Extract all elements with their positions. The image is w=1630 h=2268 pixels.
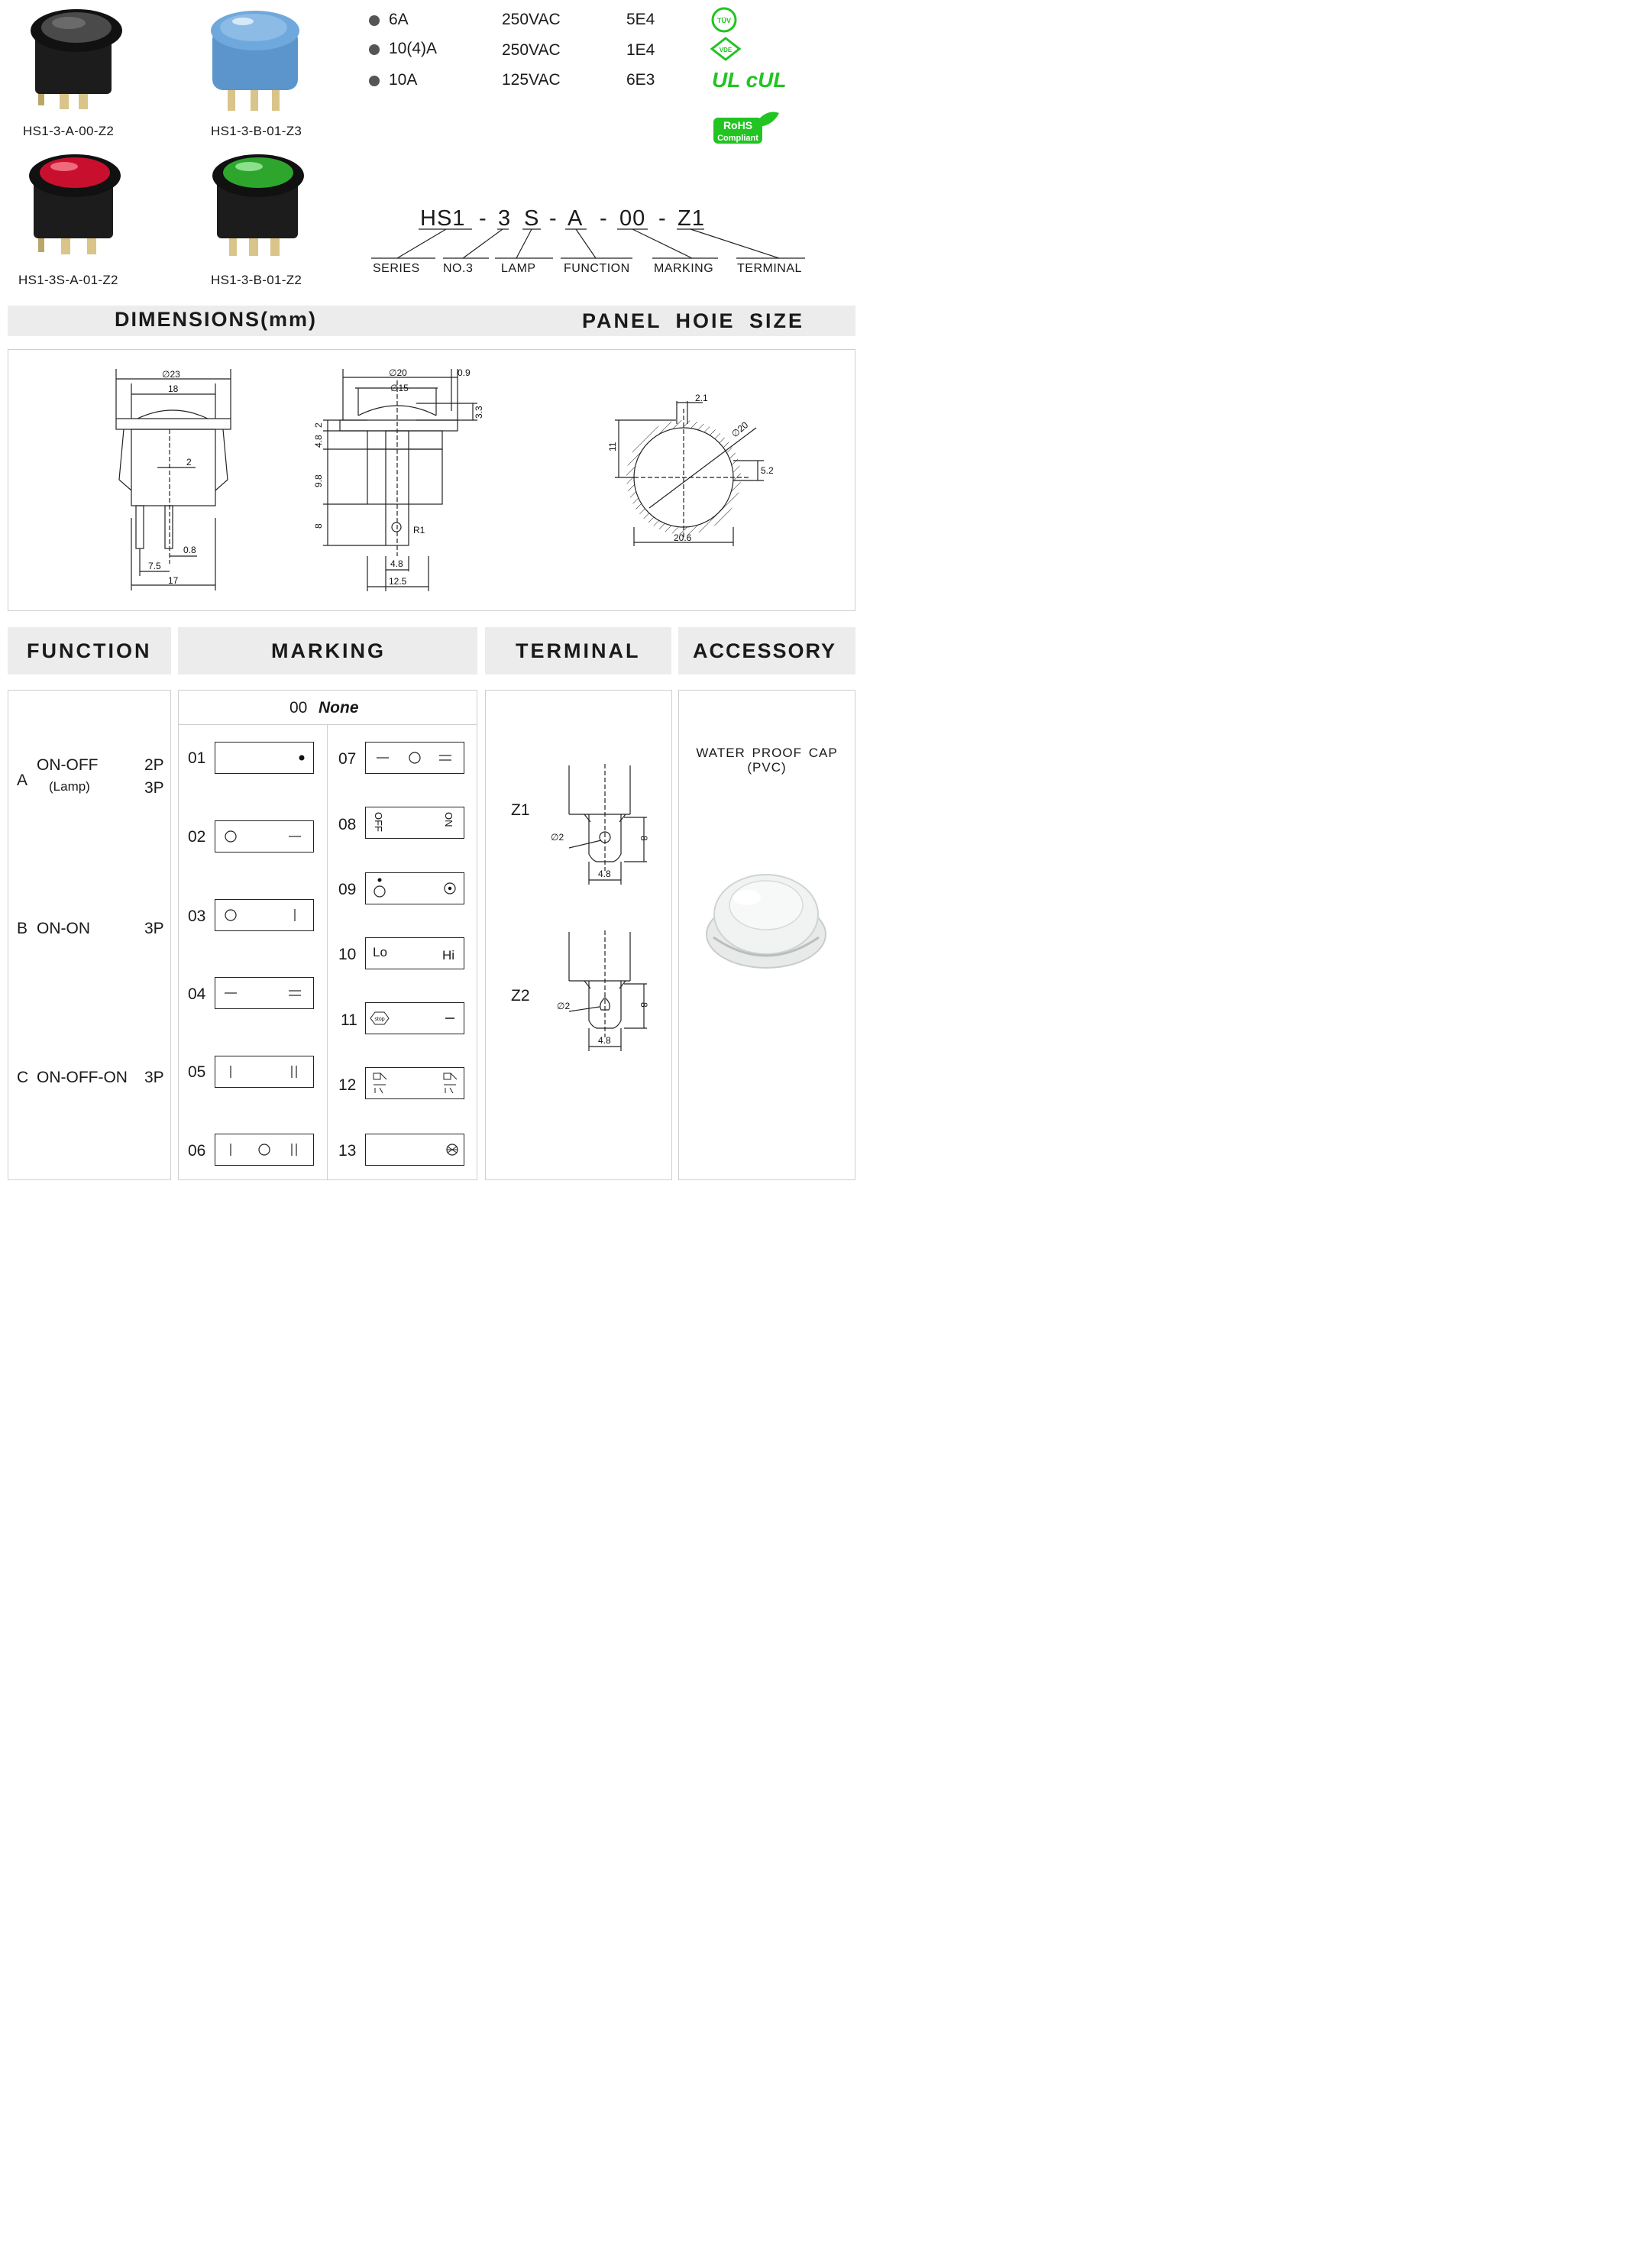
marking-code: 06 xyxy=(188,1142,206,1160)
dim-side-h33: 3.3 xyxy=(474,406,484,419)
water-proof-cap-photo xyxy=(703,867,830,975)
dim-front-t08: 0.8 xyxy=(183,545,196,555)
terminal-z1-label: Z1 xyxy=(511,801,530,819)
pn-lamp: S xyxy=(524,206,540,231)
terminal-title: TERMINAL xyxy=(516,639,641,662)
dim-hole-k52: 5.2 xyxy=(761,465,774,476)
dim-side-w48: 4.8 xyxy=(390,558,403,569)
function-a-pole-2p: 2P xyxy=(144,756,164,774)
pn-terminal: Z1 xyxy=(678,206,705,231)
part-number-leader-lines xyxy=(367,226,817,264)
dim-hole-h11: 11 xyxy=(607,442,618,451)
marking-code: 11 xyxy=(341,1011,357,1029)
bullet-icon xyxy=(369,44,380,55)
dim-side-r1: R1 xyxy=(413,525,425,535)
product-photo-green xyxy=(206,151,313,266)
marking-code: 10 xyxy=(338,946,357,963)
bullet-icon xyxy=(369,15,380,26)
product-label: HS1-3-B-01-Z2 xyxy=(211,273,302,287)
marking-none-label: None xyxy=(319,699,359,717)
dim-front-p75: 7.5 xyxy=(148,561,161,571)
marking-12-box xyxy=(365,1067,464,1099)
marking-07-box xyxy=(365,742,464,774)
function-b-letter: B xyxy=(17,920,28,937)
svg-text:stop: stop xyxy=(374,1017,385,1022)
accessory-title: ACCESSORY xyxy=(693,639,837,662)
marking-divider-v xyxy=(327,724,328,1179)
function-b-pole: 3P xyxy=(144,920,164,937)
product-photo-blue xyxy=(205,6,312,121)
function-a-sub: (Lamp) xyxy=(49,779,90,794)
terminal-z1-drawing xyxy=(546,764,661,886)
product-label: HS1-3-B-01-Z3 xyxy=(211,124,302,138)
dim-side-d20: ∅20 xyxy=(389,367,407,378)
marking-divider-h xyxy=(179,724,477,725)
dim-front-w2: 2 xyxy=(186,457,192,468)
terminal-z2-dia: ∅2 xyxy=(557,1001,571,1011)
marking-code: 09 xyxy=(338,881,357,898)
marking-06-box xyxy=(215,1134,314,1166)
function-c-name: ON-OFF-ON xyxy=(37,1069,128,1086)
pn-label-terminal: TERMINAL xyxy=(737,262,802,275)
marking-none-code: 00 xyxy=(289,699,308,717)
terminal-z2-label: Z2 xyxy=(511,987,530,1005)
marking-code: 04 xyxy=(188,985,206,1003)
marking-lo-label: Lo xyxy=(373,945,387,959)
terminal-z1-h: 8 xyxy=(639,836,649,841)
marking-code: 03 xyxy=(188,908,206,925)
pn-label-series: SERIES xyxy=(373,262,420,275)
dim-front-w17: 17 xyxy=(168,575,179,586)
accessory-name: WATER PROOF CAP xyxy=(696,746,838,760)
dim-side-d15: ∅15 xyxy=(390,383,409,393)
pn-sep: - xyxy=(479,206,487,231)
dim-side-h8: 8 xyxy=(313,523,324,529)
function-c-letter: C xyxy=(17,1069,29,1086)
terminal-z1-w: 4.8 xyxy=(598,869,611,879)
svg-text:TÜV: TÜV xyxy=(717,17,731,24)
svg-text:OFF: OFF xyxy=(373,812,384,832)
ul-mark-icon xyxy=(710,67,788,92)
dim-side-h98: 9.8 xyxy=(313,474,324,487)
dim-side-h2: 2 xyxy=(313,422,324,428)
pn-function: A xyxy=(568,206,584,231)
function-title: FUNCTION xyxy=(27,639,152,662)
pn-sep: - xyxy=(600,206,608,231)
marking-13-box xyxy=(365,1134,464,1166)
pn-sep: - xyxy=(658,206,667,231)
terminal-z1-dia: ∅2 xyxy=(551,832,564,843)
svg-text:VDE: VDE xyxy=(719,47,733,53)
side-view-drawing xyxy=(309,365,493,594)
vde-mark-icon xyxy=(710,37,741,63)
panel-hole-drawing xyxy=(603,386,787,550)
terminal-z2-w: 4.8 xyxy=(598,1035,611,1046)
marking-04-box xyxy=(215,977,314,1009)
product-label: HS1-3-A-00-Z2 xyxy=(23,124,115,138)
terminal-z2-drawing xyxy=(546,930,661,1053)
marking-01-box xyxy=(215,742,314,774)
product-photo-black xyxy=(21,6,128,121)
function-a-pole-3p: 3P xyxy=(144,779,164,797)
pn-sep: - xyxy=(549,206,558,231)
rohs-mark-icon xyxy=(712,108,782,148)
pn-label-marking: MARKING xyxy=(654,262,714,275)
dim-front-d23: ∅23 xyxy=(162,369,180,380)
function-a-letter: A xyxy=(17,772,28,789)
marking-code: 01 xyxy=(188,749,206,767)
marking-11-box xyxy=(365,1002,464,1034)
accessory-material: (PVC) xyxy=(747,760,787,775)
marking-code: 02 xyxy=(188,828,206,846)
front-view-drawing xyxy=(107,365,244,594)
function-a-name: ON-OFF xyxy=(37,756,99,774)
bullet-icon xyxy=(369,76,380,86)
pn-label-no: NO.3 xyxy=(443,262,474,275)
marking-code: 08 xyxy=(338,816,357,833)
product-label: HS1-3S-A-01-Z2 xyxy=(18,273,118,287)
marking-hi-label: Hi xyxy=(442,948,455,963)
svg-text:ON: ON xyxy=(443,812,454,827)
dim-hole-w206: 20.6 xyxy=(674,532,692,543)
pn-label-function: FUNCTION xyxy=(564,262,630,275)
pn-label-lamp: LAMP xyxy=(501,262,536,275)
svg-text:RoHS: RoHS xyxy=(723,119,753,131)
pn-marking: 00 xyxy=(619,206,646,231)
dim-side-h48: 4.8 xyxy=(313,435,324,448)
terminal-z2-h: 8 xyxy=(639,1002,649,1008)
marking-03-box xyxy=(215,899,314,931)
dimensions-title: DIMENSIONS(mm) xyxy=(115,308,318,331)
dim-side-w125: 12.5 xyxy=(389,576,407,587)
marking-09-box xyxy=(365,872,464,904)
function-b-name: ON-ON xyxy=(37,920,90,937)
panel-hole-title: PANEL HOIE SIZE xyxy=(582,309,805,332)
marking-02-box xyxy=(215,820,314,853)
marking-code: 13 xyxy=(338,1142,357,1160)
marking-code: 05 xyxy=(188,1063,206,1081)
marking-10-box xyxy=(365,937,464,969)
marking-08-box xyxy=(365,807,464,839)
dim-front-w18: 18 xyxy=(168,383,179,394)
dim-side-t09: 0.9 xyxy=(458,367,471,378)
product-photo-red xyxy=(21,151,128,266)
svg-text:Compliant: Compliant xyxy=(717,134,758,143)
marking-05-box xyxy=(215,1056,314,1088)
pn-series: HS1 xyxy=(420,206,466,231)
marking-title: MARKING xyxy=(271,639,386,662)
dim-hole-d20: ∅20 xyxy=(729,419,751,440)
dim-hole-k21: 2.1 xyxy=(695,393,708,403)
tuv-mark-icon xyxy=(710,6,738,34)
svg-text:UL cUL: UL cUL xyxy=(712,68,787,92)
pn-no: 3 xyxy=(498,206,512,231)
function-c-pole: 3P xyxy=(144,1069,164,1086)
heater-symbol-icon xyxy=(374,1073,457,1093)
marking-code: 07 xyxy=(338,750,357,768)
marking-code: 12 xyxy=(338,1076,357,1094)
